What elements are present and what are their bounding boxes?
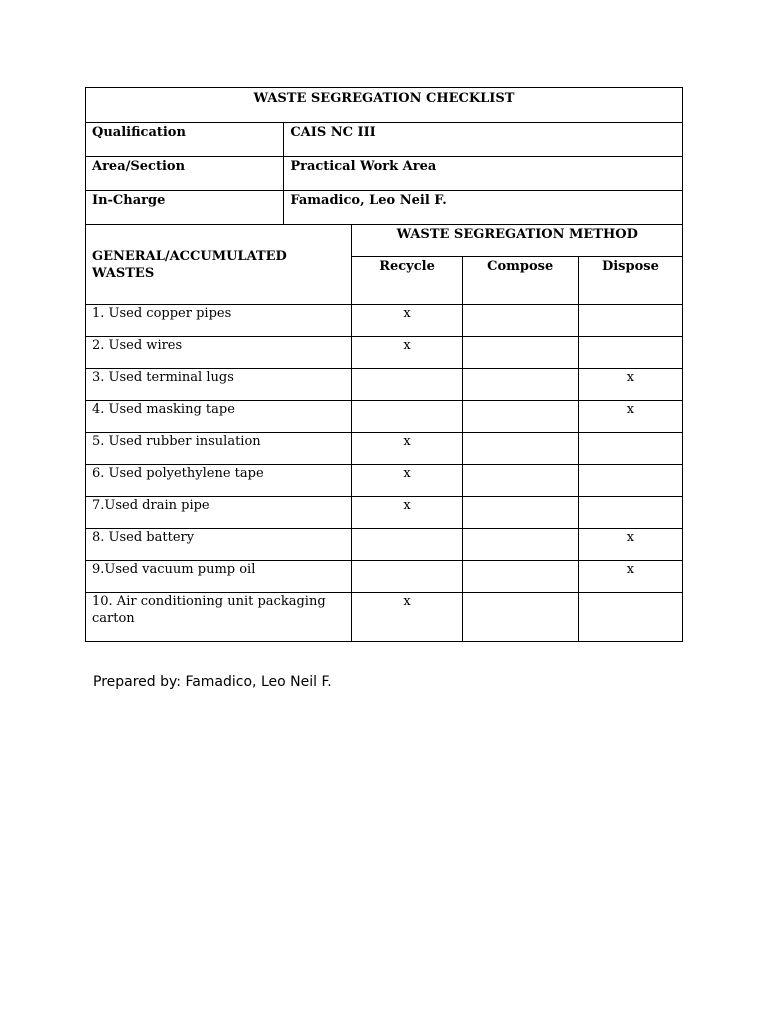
qualification-label: Qualification [86, 123, 284, 157]
compose-mark [462, 433, 578, 465]
waste-item: 9.Used vacuum pump oil [86, 561, 352, 593]
dispose-column-header: Dispose [578, 257, 682, 305]
recycle-mark: x [352, 593, 462, 642]
waste-item: 8. Used battery [86, 529, 352, 561]
compose-mark [462, 337, 578, 369]
recycle-mark: x [352, 497, 462, 529]
compose-mark [462, 529, 578, 561]
waste-item: 4. Used masking tape [86, 401, 352, 433]
area-section-label: Area/Section [86, 157, 284, 191]
table-row [86, 529, 683, 561]
recycle-mark: x [352, 433, 462, 465]
in-charge-label: In-Charge [86, 191, 284, 225]
compose-mark [462, 465, 578, 497]
method-header: WASTE SEGREGATION METHOD [352, 225, 683, 257]
table-row [86, 593, 683, 642]
table-row [86, 337, 683, 369]
dispose-mark [578, 337, 682, 369]
dispose-mark [578, 497, 682, 529]
waste-item: 7.Used drain pipe [86, 497, 352, 529]
recycle-mark: x [352, 465, 462, 497]
recycle-mark: x [352, 337, 462, 369]
recycle-mark [352, 401, 462, 433]
recycle-column-header: Recycle [352, 257, 462, 305]
compose-mark [462, 561, 578, 593]
wastes-column-header: GENERAL/ACCUMULATED WASTES [86, 225, 352, 305]
table-row [86, 401, 683, 433]
compose-mark [462, 497, 578, 529]
prepared-by: Prepared by: Famadico, Leo Neil F. [93, 674, 332, 690]
dispose-mark: x [578, 369, 682, 401]
dispose-mark: x [578, 401, 682, 433]
table-row [86, 561, 683, 593]
recycle-mark [352, 529, 462, 561]
table-row [86, 465, 683, 497]
waste-item: 1. Used copper pipes [86, 305, 352, 337]
compose-column-header: Compose [462, 257, 578, 305]
dispose-mark: x [578, 561, 682, 593]
dispose-mark [578, 593, 682, 642]
qualification-value: CAIS NC III [284, 123, 683, 157]
compose-mark [462, 369, 578, 401]
compose-mark [462, 593, 578, 642]
recycle-mark: x [352, 305, 462, 337]
table-row [86, 369, 683, 401]
waste-item: 2. Used wires [86, 337, 352, 369]
compose-mark [462, 305, 578, 337]
dispose-mark [578, 465, 682, 497]
recycle-mark [352, 561, 462, 593]
waste-item: 10. Air conditioning unit packaging carton [86, 593, 352, 642]
dispose-mark [578, 433, 682, 465]
waste-segregation-table [85, 87, 683, 642]
area-section-value: Practical Work Area [284, 157, 683, 191]
waste-item: 6. Used polyethylene tape [86, 465, 352, 497]
in-charge-value: Famadico, Leo Neil F. [284, 191, 683, 225]
dispose-mark [578, 305, 682, 337]
dispose-mark: x [578, 529, 682, 561]
waste-item: 3. Used terminal lugs [86, 369, 352, 401]
checklist-title: WASTE SEGREGATION CHECKLIST [86, 88, 683, 123]
compose-mark [462, 401, 578, 433]
table-row [86, 433, 683, 465]
table-row [86, 497, 683, 529]
table-row [86, 305, 683, 337]
recycle-mark [352, 369, 462, 401]
waste-item: 5. Used rubber insulation [86, 433, 352, 465]
